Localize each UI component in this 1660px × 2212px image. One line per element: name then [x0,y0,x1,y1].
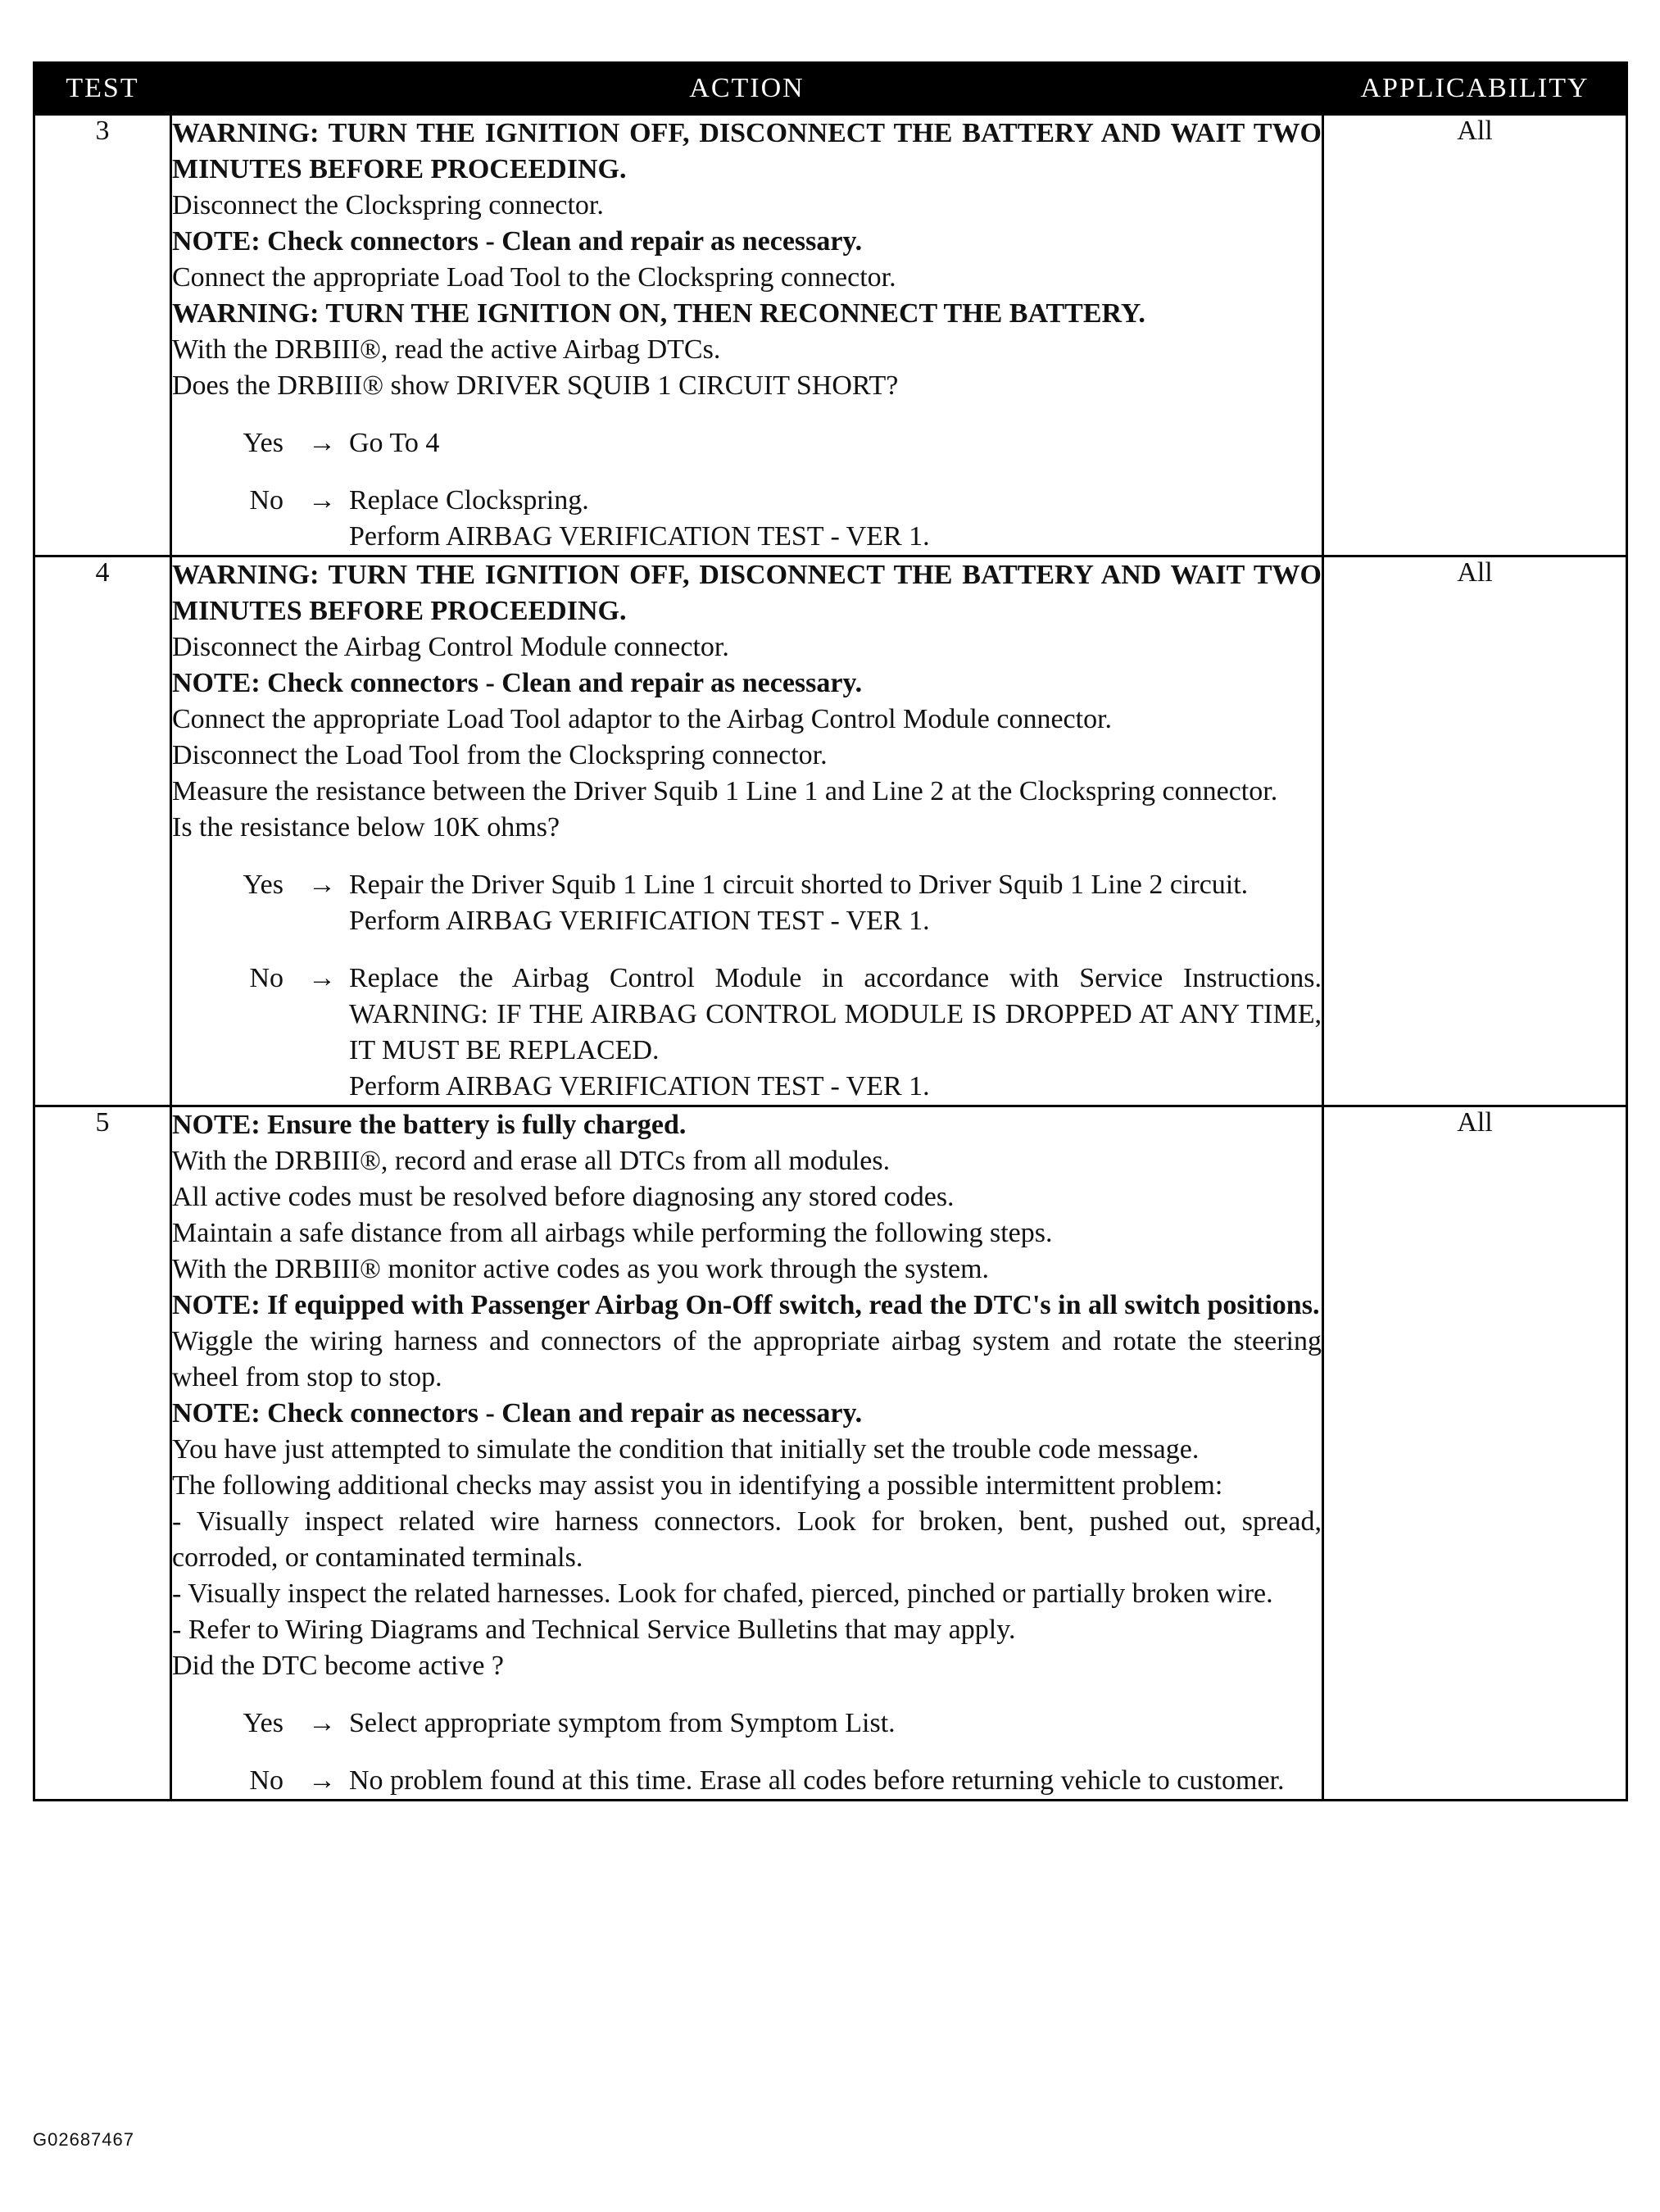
option-result [349,867,1322,939]
instruction-text: Disconnect the Airbag Control Module connector. [172,632,729,662]
instruction-text: Measure the resistance between the Driver Squib 1 Line 1 and Line 2 at the Clockspring connector. [172,776,1278,806]
instruction-text: With the DRBIII®, record and erase all DTCs from all modules. [172,1146,891,1176]
answer-option [172,1763,1322,1799]
arrow-icon: → [308,485,336,516]
instruction-text: The following additional checks may assist you in identifying a possible intermittent problem: [172,1470,1223,1501]
option-result [349,1706,1322,1742]
instruction-text: You have just attempted to simulate the condition that initially set the trouble code message. [172,1434,1200,1465]
header-action: ACTION [171,63,1323,115]
action-cell [171,115,1323,556]
warning-text: NOTE: Check connectors - Clean and repair as necessary. [172,1398,863,1428]
header-test: TEST [34,63,171,115]
instruction-text: All active codes must be resolved before diagnosing any stored codes. [172,1182,955,1212]
warning-text: NOTE: If equipped with Passenger Airbag On-Off switch, read the DTC's in all switch positions. [172,1290,1320,1320]
action-cell [171,1106,1323,1801]
option-result [349,483,1322,555]
option-result-text: No problem found at this time. Erase all codes before returning vehicle to customer. [349,1765,1285,1796]
table-row [34,1106,1627,1801]
answer-option [172,961,1322,1105]
instruction-text: With the DRBIII® monitor active codes as you work through the system. [172,1254,990,1284]
instruction-text: - Refer to Wiring Diagrams and Technical Service Bulletins that may apply. [172,1615,1016,1645]
answer-option [172,483,1322,555]
option-label: Yes [243,428,283,458]
table-header-row [34,63,1627,115]
option-label: No [249,1765,283,1796]
instruction-text: Connect the appropriate Load Tool adaptor to the Airbag Control Module connector. [172,704,1113,734]
test-number: 3 [34,115,171,556]
instruction-text: Does the DRBIII® show DRIVER SQUIB 1 CIRCUIT SHORT? [172,370,899,401]
instruction-text: Did the DTC become active ? [172,1651,505,1681]
arrow-icon: → [308,870,336,900]
table-row [34,556,1627,1106]
instruction-text: Connect the appropriate Load Tool to the Clockspring connector. [172,262,896,293]
option-result-text: Perform AIRBAG VERIFICATION TEST - VER 1. [349,1071,930,1101]
instruction-text: - Visually inspect related wire harness connectors. Look for broken, bent, pushed out, spread, corroded, or contaminated terminals. [172,1506,1322,1573]
table-body [34,115,1627,1801]
table-row [34,115,1627,556]
option-result-text: Go To 4 [349,428,440,458]
applicability-value: All [1323,1106,1627,1801]
instruction-text: Maintain a safe distance from all airbags while performing the following steps. [172,1218,1053,1248]
option-result-text: Repair the Driver Squib 1 Line 1 circuit shorted to Driver Squib 1 Line 2 circuit. [349,870,1249,900]
option-result [349,961,1322,1105]
option-label: Yes [243,1708,283,1738]
option-result-text: Perform AIRBAG VERIFICATION TEST - VER 1. [349,906,930,936]
arrow-icon: → [308,428,336,458]
instruction-text: With the DRBIII®, read the active Airbag DTCs. [172,334,721,365]
option-label: No [249,485,283,516]
test-number: 4 [34,556,171,1106]
diagnostic-table [33,61,1628,1801]
warning-text: WARNING: TURN THE IGNITION ON, THEN RECONNECT THE BATTERY. [172,298,1145,329]
figure-id: G02687467 [33,2129,134,2150]
instruction-text: Wiggle the wiring harness and connectors of the appropriate airbag system and rotate the steering wheel from stop to stop. [172,1326,1322,1392]
warning-text: WARNING: TURN THE IGNITION OFF, DISCONNECT THE BATTERY AND WAIT TWO MINUTES BEFORE PROCEEDING. [172,560,1322,626]
applicability-value: All [1323,115,1627,556]
instruction-text: Disconnect the Clockspring connector. [172,190,604,220]
answer-option [172,425,1322,461]
option-result-text: Replace Clockspring. [349,485,589,516]
option-result-text: Perform AIRBAG VERIFICATION TEST - VER 1. [349,521,930,552]
action-cell [171,556,1323,1106]
option-result-text: Select appropriate symptom from Symptom List. [349,1708,896,1738]
option-label: No [249,963,283,993]
warning-text: NOTE: Check connectors - Clean and repair as necessary. [172,668,863,698]
answer-option [172,1706,1322,1742]
option-result [349,425,1322,461]
arrow-icon: → [308,1765,336,1796]
answer-option [172,867,1322,939]
test-number: 5 [34,1106,171,1801]
warning-text: NOTE: Ensure the battery is fully charged. [172,1110,687,1140]
warning-text: NOTE: Check connectors - Clean and repair as necessary. [172,226,863,257]
instruction-text: - Visually inspect the related harnesses. Look for chafed, pierced, pinched or partially broken wire. [172,1578,1273,1609]
option-result-text: Replace the Airbag Control Module in accordance with Service Instructions. WARNING: IF THE AIRBAG CONTROL MODULE IS DROPPED AT ANY TIME, IT MUST BE REPLACED. [349,963,1322,1065]
instruction-text: Is the resistance below 10K ohms? [172,812,560,843]
applicability-value: All [1323,556,1627,1106]
arrow-icon: → [308,963,336,993]
header-applicability: APPLICABILITY [1323,63,1627,115]
option-label: Yes [243,870,283,900]
arrow-icon: → [308,1708,336,1738]
option-result [349,1763,1322,1799]
warning-text: WARNING: TURN THE IGNITION OFF, DISCONNECT THE BATTERY AND WAIT TWO MINUTES BEFORE PROCEEDING. [172,118,1322,184]
instruction-text: Disconnect the Load Tool from the Clockspring connector. [172,740,828,770]
